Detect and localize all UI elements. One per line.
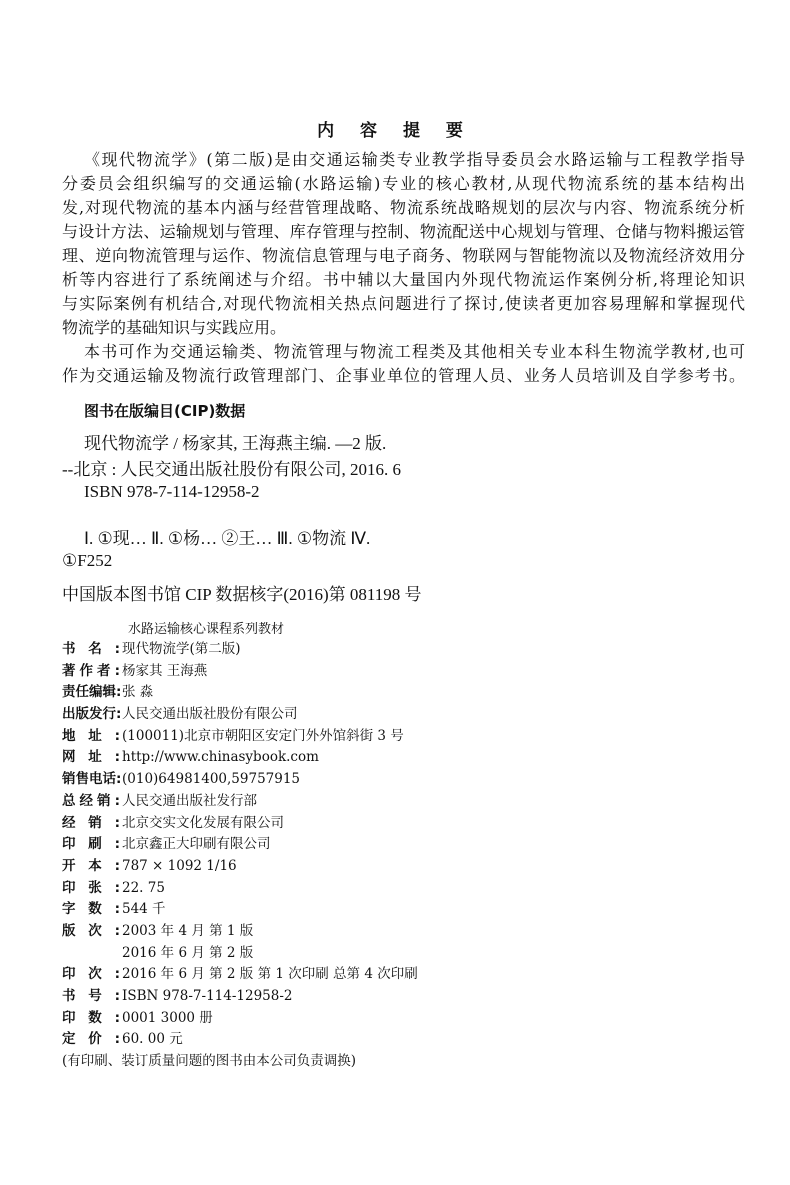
cip-line: 现代物流学 / 杨家其, 王海燕主编. —2 版. xyxy=(84,434,387,453)
text-line: 与设计方法、运输规划与管理、库存管理与控制、物流配送中心规划与管理、仓储与物料搬运管 xyxy=(62,222,745,241)
info-row xyxy=(62,1029,418,1051)
info-label: 书号: xyxy=(62,988,120,1004)
info-value: 2016 年 6 月 第 2 版 xyxy=(122,944,254,961)
cip-line: ISBN 978-7-114-12958-2 xyxy=(84,482,260,501)
info-label xyxy=(62,943,120,965)
info-row xyxy=(62,986,418,1008)
info-value: (100011)北京市朝阳区安定门外外馆斜街 3 号 xyxy=(122,727,404,744)
info-row xyxy=(62,834,418,856)
info-value: 60. 00 元 xyxy=(122,1031,183,1048)
text-line: 物流学的基础知识与实践应用。 xyxy=(62,318,287,337)
info-row xyxy=(62,1008,418,1030)
info-value: ISBN 978-7-114-12958-2 xyxy=(122,988,293,1004)
info-label: 字数: xyxy=(62,901,120,918)
info-row xyxy=(62,747,418,769)
summary-title: 内 容 提 要 xyxy=(317,121,473,141)
info-value: 0001 3000 册 xyxy=(122,1009,213,1026)
info-row xyxy=(62,682,418,704)
info-label: 开本: xyxy=(62,857,120,874)
info-value: 杨家其 王海燕 xyxy=(122,662,208,679)
series-title: 水路运输核心课程系列教材 xyxy=(128,622,285,637)
info-value: 北京鑫正大印刷有限公司 xyxy=(122,836,271,853)
info-label: 经销: xyxy=(62,814,120,831)
info-label: 总经销: xyxy=(62,792,120,809)
summary-paragraph-2 xyxy=(62,340,745,388)
cip-heading: 图书在版编目(CIP)数据 xyxy=(84,402,246,420)
info-row xyxy=(62,791,418,813)
info-value: 北京交实文化发展有限公司 xyxy=(122,814,284,831)
summary-paragraph-1 xyxy=(62,148,745,340)
info-label: 版次: xyxy=(62,922,120,939)
info-value: http://www.chinasybook.com xyxy=(122,749,319,766)
cip-line: ①F252 xyxy=(62,551,113,570)
info-label: 印张: xyxy=(62,879,120,896)
info-row xyxy=(62,943,418,965)
info-value: 787 × 1092 1/16 xyxy=(122,857,237,874)
cip-line: --北京 : 人民交通出版社股份有限公司, 2016. 6 xyxy=(62,460,402,479)
info-row xyxy=(62,639,418,661)
info-label: 书名: xyxy=(62,641,120,657)
cip-line: 中国版本图书馆 CIP 数据核字(2016)第 081198 号 xyxy=(62,585,422,604)
text-line: 《现代物流学》(第二版)是由交通运输类专业教学指导委员会水路运输与工程教学指导 xyxy=(84,150,745,169)
info-value: 人民交通出版社发行部 xyxy=(122,792,257,809)
info-value: 2003 年 4 月 第 1 版 xyxy=(122,922,254,939)
info-label: 地址: xyxy=(62,727,120,744)
cip-line: Ⅰ. ①现… Ⅱ. ①杨… ②王… Ⅲ. ①物流 Ⅳ. xyxy=(84,529,371,548)
info-row xyxy=(62,769,418,791)
info-row xyxy=(62,856,418,878)
info-row xyxy=(62,878,418,900)
info-row xyxy=(62,899,418,921)
text-line: 分委员会组织编写的交通运输(水路运输)专业的核心教材,从现代物流系统的基本结构出 xyxy=(62,174,745,193)
info-value: 现代物流学(第二版) xyxy=(122,641,241,657)
info-label: 销售电话: xyxy=(62,771,122,788)
info-value: (010)64981400,59757915 xyxy=(122,771,301,788)
info-row xyxy=(62,964,418,986)
info-row xyxy=(62,726,418,748)
info-label: 网址: xyxy=(62,749,120,766)
info-row xyxy=(62,661,418,683)
info-label: 出版发行: xyxy=(62,706,122,723)
info-value: 张 淼 xyxy=(122,684,154,701)
info-row xyxy=(62,704,418,726)
info-row xyxy=(62,921,418,943)
info-value: 544 千 xyxy=(122,901,166,918)
text-line: 发,对现代物流的基本内涵与经营管理战略、物流系统战略规划的层次与内容、物流系统分析 xyxy=(62,198,745,217)
text-line: 本书可作为交通运输类、物流管理与物流工程类及其他相关专业本科生物流学教材,也可 xyxy=(84,342,745,361)
info-row xyxy=(62,813,418,835)
publication-info xyxy=(62,639,418,1073)
info-value: 22. 75 xyxy=(122,879,165,896)
info-label: 印刷: xyxy=(62,836,120,853)
info-value: 人民交通出版社股份有限公司 xyxy=(122,706,298,723)
info-label: 责任编辑: xyxy=(62,684,122,701)
info-value: 2016 年 6 月 第 2 版 第 1 次印刷 总第 4 次印刷 xyxy=(122,966,418,983)
text-line: 作为交通运输及物流行政管理部门、企事业单位的管理人员、业务人员培训及自学参考书。 xyxy=(62,366,745,385)
text-line: 与实际案例有机结合,对现代物流相关热点问题进行了探讨,使读者更加容易理解和掌握现代 xyxy=(62,294,745,313)
text-line: 理、逆向物流管理与运作、物流信息管理与电子商务、物联网与智能物流以及物流经济效用分 xyxy=(62,246,745,265)
info-label: 著作者: xyxy=(62,662,120,679)
text-line: 析等内容进行了系统阐述与介绍。书中辅以大量国内外现代物流运作案例分析,将理论知识 xyxy=(62,270,745,289)
info-label: 印次: xyxy=(62,966,120,983)
info-label: 定价: xyxy=(62,1031,120,1048)
quality-note: (有印刷、装订质量问题的图书由本公司负责调换) xyxy=(62,1053,357,1070)
info-label: 印数: xyxy=(62,1009,120,1026)
